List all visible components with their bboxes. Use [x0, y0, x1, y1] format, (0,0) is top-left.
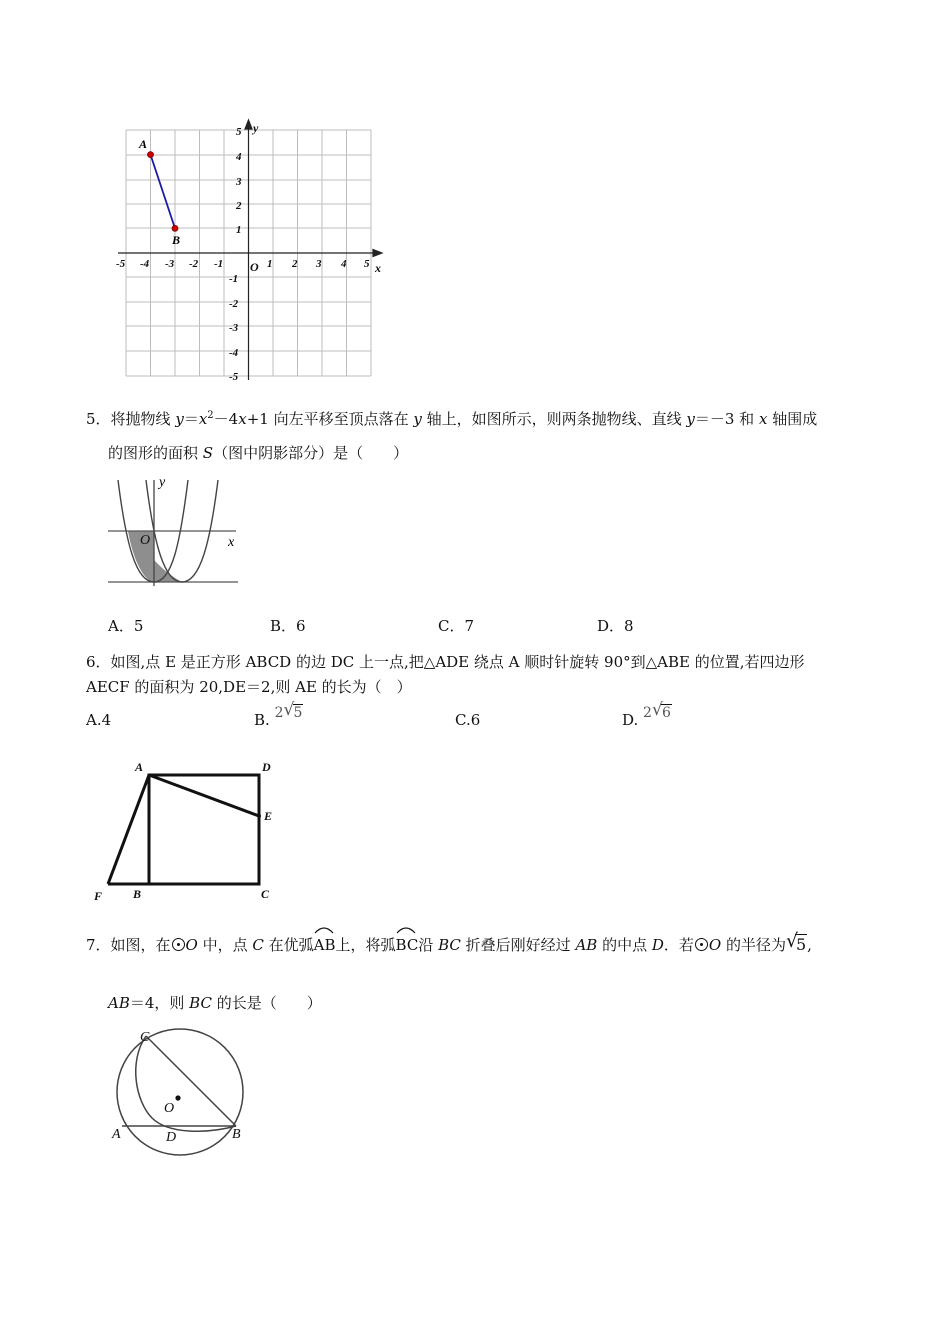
math-var: C	[252, 936, 264, 954]
sqrt-expression: √ 6	[651, 700, 671, 721]
vertex-b-label: B	[133, 887, 142, 901]
math-var: y	[413, 410, 422, 428]
x-axis-label: x	[375, 261, 381, 275]
radicand: 6	[661, 705, 671, 721]
question-text: 的中点	[597, 936, 652, 954]
question-6-line-2: AECF 的面积为 20,DE＝2,则 AE 的长为（ ）	[86, 678, 412, 696]
radical-coefficient: 2	[274, 705, 284, 721]
y-tick-label: -1	[229, 273, 239, 285]
math-var: x	[238, 410, 247, 428]
x-tick-label: 3	[316, 258, 322, 270]
point-c-label: C	[140, 1030, 150, 1045]
math-var: y	[686, 410, 695, 428]
radical-coefficient: 2	[643, 705, 652, 721]
question-text: ＝4，则	[129, 994, 190, 1012]
y-axis-arrow	[245, 120, 252, 129]
math-var: AB	[575, 936, 598, 954]
point-d-label: D	[166, 1130, 177, 1145]
arc-name: AB	[313, 936, 336, 954]
point-a-label: A	[139, 137, 148, 151]
math-var: BC	[189, 994, 212, 1012]
option-label: D.	[622, 711, 639, 729]
point-a-label: A	[112, 1127, 121, 1142]
circle-fold-figure	[106, 1022, 266, 1168]
question-text: 的长是（ ）	[211, 994, 322, 1012]
option-label: B.	[254, 711, 270, 729]
point-o-label: O	[164, 1101, 175, 1116]
option-value: 8	[624, 617, 634, 635]
question-text: 在优弧	[263, 936, 314, 954]
question-7-line-1	[86, 930, 812, 955]
question-5-option-b[interactable]	[270, 616, 306, 636]
question-6-option-d[interactable]	[622, 700, 672, 731]
point-b-label: B	[232, 1127, 241, 1142]
math-exponent: 2	[207, 410, 214, 421]
x-tick-label: -2	[189, 258, 199, 270]
x-tick-label: -4	[140, 258, 150, 270]
question-5-option-a[interactable]	[108, 616, 143, 636]
center-dot	[175, 1095, 180, 1100]
question-5-option-c[interactable]	[438, 616, 474, 636]
math-var: AB	[108, 994, 130, 1012]
question-text: 上，将弧	[335, 936, 396, 954]
question-text: ．若	[663, 936, 694, 954]
y-tick-label: -3	[229, 322, 239, 334]
question-text: 的半径为	[721, 936, 786, 954]
axes	[118, 120, 382, 380]
math-var: x	[758, 410, 768, 428]
vertex-e-label: E	[264, 809, 273, 823]
y-tick-label: 2	[236, 200, 242, 212]
question-text: 将抛物线	[110, 410, 176, 428]
y-axis-label: y	[253, 121, 259, 135]
folded-arc-bc	[136, 1036, 236, 1131]
vertex-a-label: A	[135, 760, 144, 774]
point-b-label: B	[172, 233, 181, 247]
sqrt-expression: √ 5	[785, 930, 807, 954]
math-var: x	[198, 410, 208, 428]
origin-label: O	[250, 260, 259, 274]
point-a	[148, 152, 154, 158]
question-5-line-1	[86, 406, 817, 429]
y-tick-label: 3	[236, 176, 242, 188]
question-text: 7．如图，在	[86, 936, 171, 954]
x-axis-arrow	[373, 250, 382, 257]
y-tick-label: 4	[236, 151, 242, 163]
question-text: +1 向左平移至顶点落在	[246, 410, 414, 428]
question-text: 沿	[418, 936, 439, 954]
option-label: A．	[108, 617, 134, 635]
square-rotation-figure	[88, 756, 288, 908]
option-value: 6	[296, 617, 306, 635]
question-text: 的图形的面积	[108, 444, 203, 462]
coordinate-grid-figure	[110, 118, 390, 383]
circle-dot-icon	[695, 938, 708, 951]
arc-icon	[314, 926, 334, 934]
vertex-d-label: D	[262, 760, 271, 774]
square-abcd	[149, 775, 259, 884]
question-text: 折叠后刚好经过	[460, 936, 576, 954]
y-tick-label: -2	[229, 298, 239, 310]
arc-notation	[314, 935, 336, 955]
question-text: ＝－3 和	[694, 410, 759, 428]
segment-af	[108, 775, 149, 884]
option-label: B．	[270, 617, 297, 635]
math-op: ＝	[183, 410, 199, 428]
y-tick-label: -4	[229, 347, 239, 359]
chord-bc	[146, 1036, 236, 1126]
parabola-figure	[104, 474, 244, 590]
math-var: BC	[438, 936, 461, 954]
x-tick-label: -1	[214, 258, 224, 270]
math-var: y	[175, 410, 184, 428]
question-6-option-c[interactable]: C.6	[455, 711, 481, 729]
y-tick-label: 5	[236, 126, 242, 138]
question-7-line-2	[108, 993, 322, 1013]
x-axis-label: x	[228, 535, 235, 550]
point-e-dot	[257, 814, 261, 818]
arc-name: BC	[395, 936, 419, 954]
point-b	[172, 225, 178, 231]
origin-label: O	[140, 533, 151, 548]
question-6-line-1: 6．如图,点 E 是正方形 ABCD 的边 DC 上一点,把△ADE 绕点 A 顺时针旋转 90°到△ABE 的位置,若四边形	[86, 653, 805, 671]
question-text: （图中阴影部分）是（ ）	[213, 444, 409, 462]
sqrt-expression: √ 5	[283, 700, 303, 721]
x-tick-label: -5	[116, 258, 126, 270]
x-tick-label: 1	[267, 258, 273, 270]
vertex-c-label: C	[261, 887, 270, 901]
x-tick-label: 5	[364, 258, 370, 270]
y-tick-label: -5	[229, 371, 239, 383]
vertex-f-label: F	[94, 889, 103, 903]
question-6-option-a[interactable]: A.4	[86, 711, 112, 729]
math-var: S	[202, 444, 214, 462]
question-6-option-b[interactable]	[254, 700, 303, 731]
y-tick-label: 1	[236, 224, 242, 236]
x-tick-label: -3	[165, 258, 175, 270]
y-axis-label: y	[159, 475, 166, 490]
x-tick-label: 2	[292, 258, 298, 270]
radicand: 5	[795, 935, 807, 954]
segment-ab	[151, 155, 176, 229]
question-5-option-d[interactable]	[597, 616, 634, 636]
circle-o	[117, 1029, 243, 1155]
math-op: －4	[213, 410, 239, 428]
arc-notation	[396, 935, 419, 955]
arc-icon	[396, 926, 416, 934]
math-var: O	[708, 936, 722, 954]
option-label: C．	[438, 617, 465, 635]
radicand: 5	[293, 705, 303, 721]
x-tick-label: 4	[341, 258, 347, 270]
option-value: 7	[464, 617, 475, 635]
segment-ae	[149, 775, 259, 816]
option-label: D．	[597, 617, 625, 635]
question-5-line-2	[108, 443, 408, 463]
math-var: D	[651, 936, 664, 954]
question-text: 中，点	[197, 936, 253, 954]
math-var: O	[185, 936, 198, 954]
question-text: 轴围成	[767, 410, 818, 428]
question-text: 轴上，如图所示，则两条抛物线、直线	[421, 410, 687, 428]
circle-dot-icon	[172, 938, 185, 951]
punctuation: ,	[807, 936, 812, 954]
question-number: 5．	[86, 410, 111, 428]
option-value: 5	[133, 617, 144, 635]
